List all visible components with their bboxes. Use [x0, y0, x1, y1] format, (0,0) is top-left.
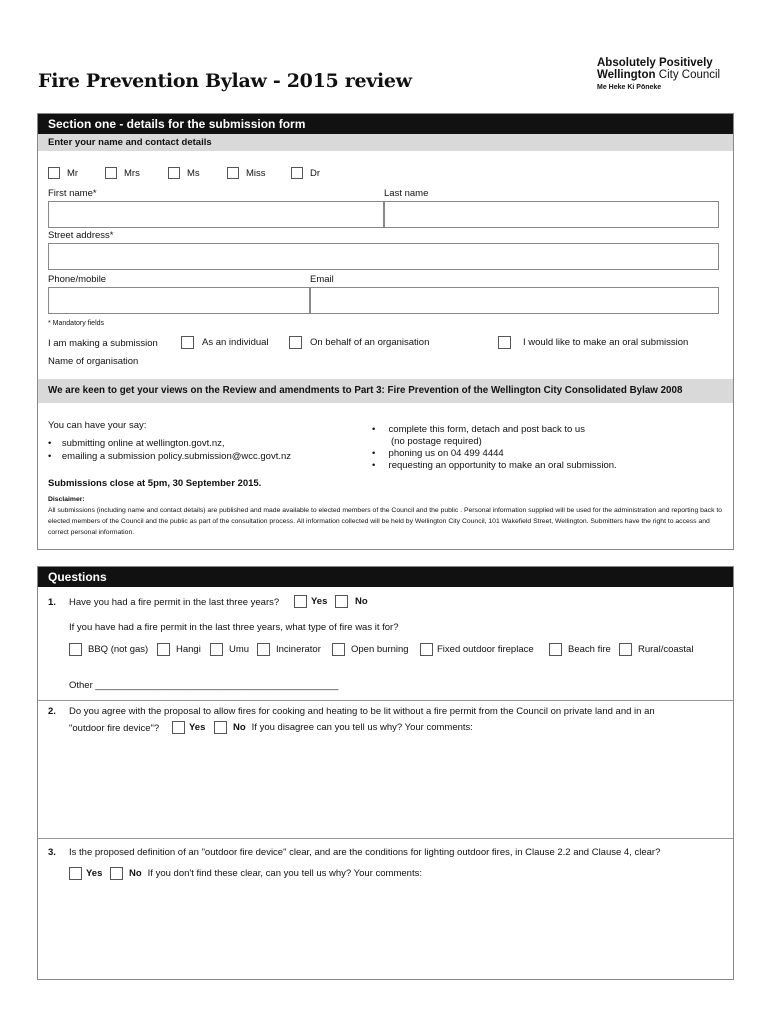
fixed-fireplace-checkbox[interactable]	[420, 643, 433, 656]
fire-type-rural-coastal[interactable]: Rural/coastal	[619, 643, 693, 656]
fire-type-umu[interactable]: Umu	[210, 643, 249, 656]
bbq-checkbox[interactable]	[69, 643, 82, 656]
on-behalf-option[interactable]: On behalf of an organisation	[289, 336, 429, 349]
q1-yes-option[interactable]: Yes	[294, 595, 327, 608]
q1-no-option[interactable]: No	[335, 595, 368, 608]
right-bullet-3: • requesting an opportunity to make an oral submission.	[372, 460, 617, 471]
salutation-mr[interactable]: Mr	[48, 167, 78, 179]
salutation-miss[interactable]: Miss	[227, 167, 266, 179]
q2-no-checkbox[interactable]	[214, 721, 227, 734]
email-field[interactable]	[310, 287, 719, 314]
as-individual-checkbox[interactable]	[181, 336, 194, 349]
on-behalf-checkbox[interactable]	[289, 336, 302, 349]
fire-type-open-burning[interactable]: Open burning	[332, 643, 409, 656]
section-one-title: Section one - details for the submission form	[38, 114, 733, 134]
fire-type-hangi[interactable]: Hangi	[157, 643, 201, 656]
q3-yes-option[interactable]: Yes	[69, 867, 102, 880]
brand-line-2	[597, 69, 720, 81]
brand-city-council: City Council	[655, 69, 721, 81]
q3-no-option[interactable]: No If you don't find these clear, can you tell us why? Your comments:	[110, 867, 422, 880]
views-bar: We are keen to get your views on the Review and amendments to Part 3: Fire Prevention of the Wellington City Consolidated Bylaw 2008	[38, 379, 733, 403]
right-bullet-1: • complete this form, detach and post back to us	[372, 424, 585, 435]
q1-yes-checkbox[interactable]	[294, 595, 307, 608]
q1-no-checkbox[interactable]	[335, 595, 348, 608]
divider-q1-q2	[38, 700, 733, 701]
open-burning-checkbox[interactable]	[332, 643, 345, 656]
organisation-name-label: Name of organisation	[48, 356, 139, 367]
q2-number: 2.	[48, 706, 56, 717]
as-individual-option[interactable]: As an individual	[181, 336, 269, 349]
oral-submission-checkbox[interactable]	[498, 336, 511, 349]
q2-text-line1: Do you agree with the proposal to allow fires for cooking and heating to be lit without a fire permit from the Council on private land and in an	[69, 706, 655, 717]
incinerator-checkbox[interactable]	[257, 643, 270, 656]
email-label: Email	[310, 274, 334, 285]
salutation-ms[interactable]: Ms	[168, 167, 200, 179]
fire-type-fixed-fireplace[interactable]: Fixed outdoor fireplace	[420, 643, 534, 656]
close-date: Submissions close at 5pm, 30 September 2015.	[48, 478, 262, 489]
submission-type-label: I am making a submission	[48, 338, 158, 349]
q1-follow: If you have had a fire permit in the last three years, what type of fire was it for?	[69, 622, 399, 633]
right-bullet-2: • phoning us on 04 499 4444	[372, 448, 504, 459]
q2-text-line2: "outdoor fire device"?	[69, 723, 160, 734]
other-field[interactable]: Other ______________________________________________	[69, 680, 339, 691]
left-bullet-1: • submitting online at wellington.govt.nz,	[48, 438, 225, 449]
beach-fire-checkbox[interactable]	[549, 643, 562, 656]
disclaimer-text: All submissions (including name and contact details) are published and made available to elected members of the Council and the public . Personal information supplied will be used for the administration and reporting back to elected members of the Council and the public as part of the consultation process. All information collected will be held by Wellington City Council, 101 Wakefield Street, Wellington. Submitters have the right to access and correct personal information.	[48, 507, 723, 536]
questions-section	[37, 566, 734, 980]
oral-submission-option[interactable]: I would like to make an oral submission	[498, 336, 688, 349]
right-bullet-1-cont: (no postage required)	[391, 436, 482, 447]
brand-wellington: Wellington	[597, 69, 656, 81]
salutation-mrs[interactable]: Mrs	[105, 167, 140, 179]
page-title: Fire Prevention Bylaw - 2015 review	[38, 70, 412, 92]
section-one-subtitle: Enter your name and contact details	[38, 134, 733, 151]
disclaimer-title: Disclaimer:	[48, 496, 85, 503]
street-address-field[interactable]	[48, 243, 719, 270]
phone-label: Phone/mobile	[48, 274, 107, 285]
brand-line-1: Absolutely Positively	[597, 57, 713, 69]
last-name-label: Last name	[384, 188, 429, 199]
mrs-checkbox[interactable]	[105, 167, 117, 179]
first-name-field[interactable]	[48, 201, 384, 228]
q2-yes-option[interactable]: Yes	[172, 721, 205, 734]
q3-no-checkbox[interactable]	[110, 867, 123, 880]
fire-type-beach-fire[interactable]: Beach fire	[549, 643, 611, 656]
salutation-dr[interactable]: Dr	[291, 167, 320, 179]
last-name-field[interactable]	[384, 201, 719, 228]
q1-text: Have you had a fire permit in the last three years?	[69, 597, 280, 608]
miss-checkbox[interactable]	[227, 167, 239, 179]
fire-type-incinerator[interactable]: Incinerator	[257, 643, 321, 656]
dr-checkbox[interactable]	[291, 167, 303, 179]
hangi-checkbox[interactable]	[157, 643, 170, 656]
q3-yes-checkbox[interactable]	[69, 867, 82, 880]
divider-q2-q3	[38, 838, 733, 839]
q1-number: 1.	[48, 597, 56, 608]
section-one	[37, 113, 734, 550]
phone-field[interactable]	[48, 287, 310, 314]
left-bullet-2: • emailing a submission policy.submission@wcc.govt.nz	[48, 451, 292, 462]
mr-checkbox[interactable]	[48, 167, 60, 179]
brand-line-3: Me Heke Ki Pōneke	[597, 84, 662, 91]
fire-type-bbq[interactable]: BBQ (not gas)	[69, 643, 148, 656]
first-name-label: First name*	[48, 188, 97, 199]
q2-no-option[interactable]: No If you disagree can you tell us why? Your comments:	[214, 721, 473, 734]
q3-text: Is the proposed definition of an "outdoor fire device" clear, and are the conditions for lighting outdoor fires, in Clause 2.2 and Clause 4, clear?	[69, 847, 661, 858]
say-intro: You can have your say:	[48, 420, 147, 431]
mandatory-note: * Mandatory fields	[48, 320, 105, 327]
street-address-label: Street address*	[48, 230, 114, 241]
questions-title: Questions	[38, 567, 733, 587]
ms-checkbox[interactable]	[168, 167, 180, 179]
rural-coastal-checkbox[interactable]	[619, 643, 632, 656]
q2-yes-checkbox[interactable]	[172, 721, 185, 734]
q3-number: 3.	[48, 847, 56, 858]
umu-checkbox[interactable]	[210, 643, 223, 656]
